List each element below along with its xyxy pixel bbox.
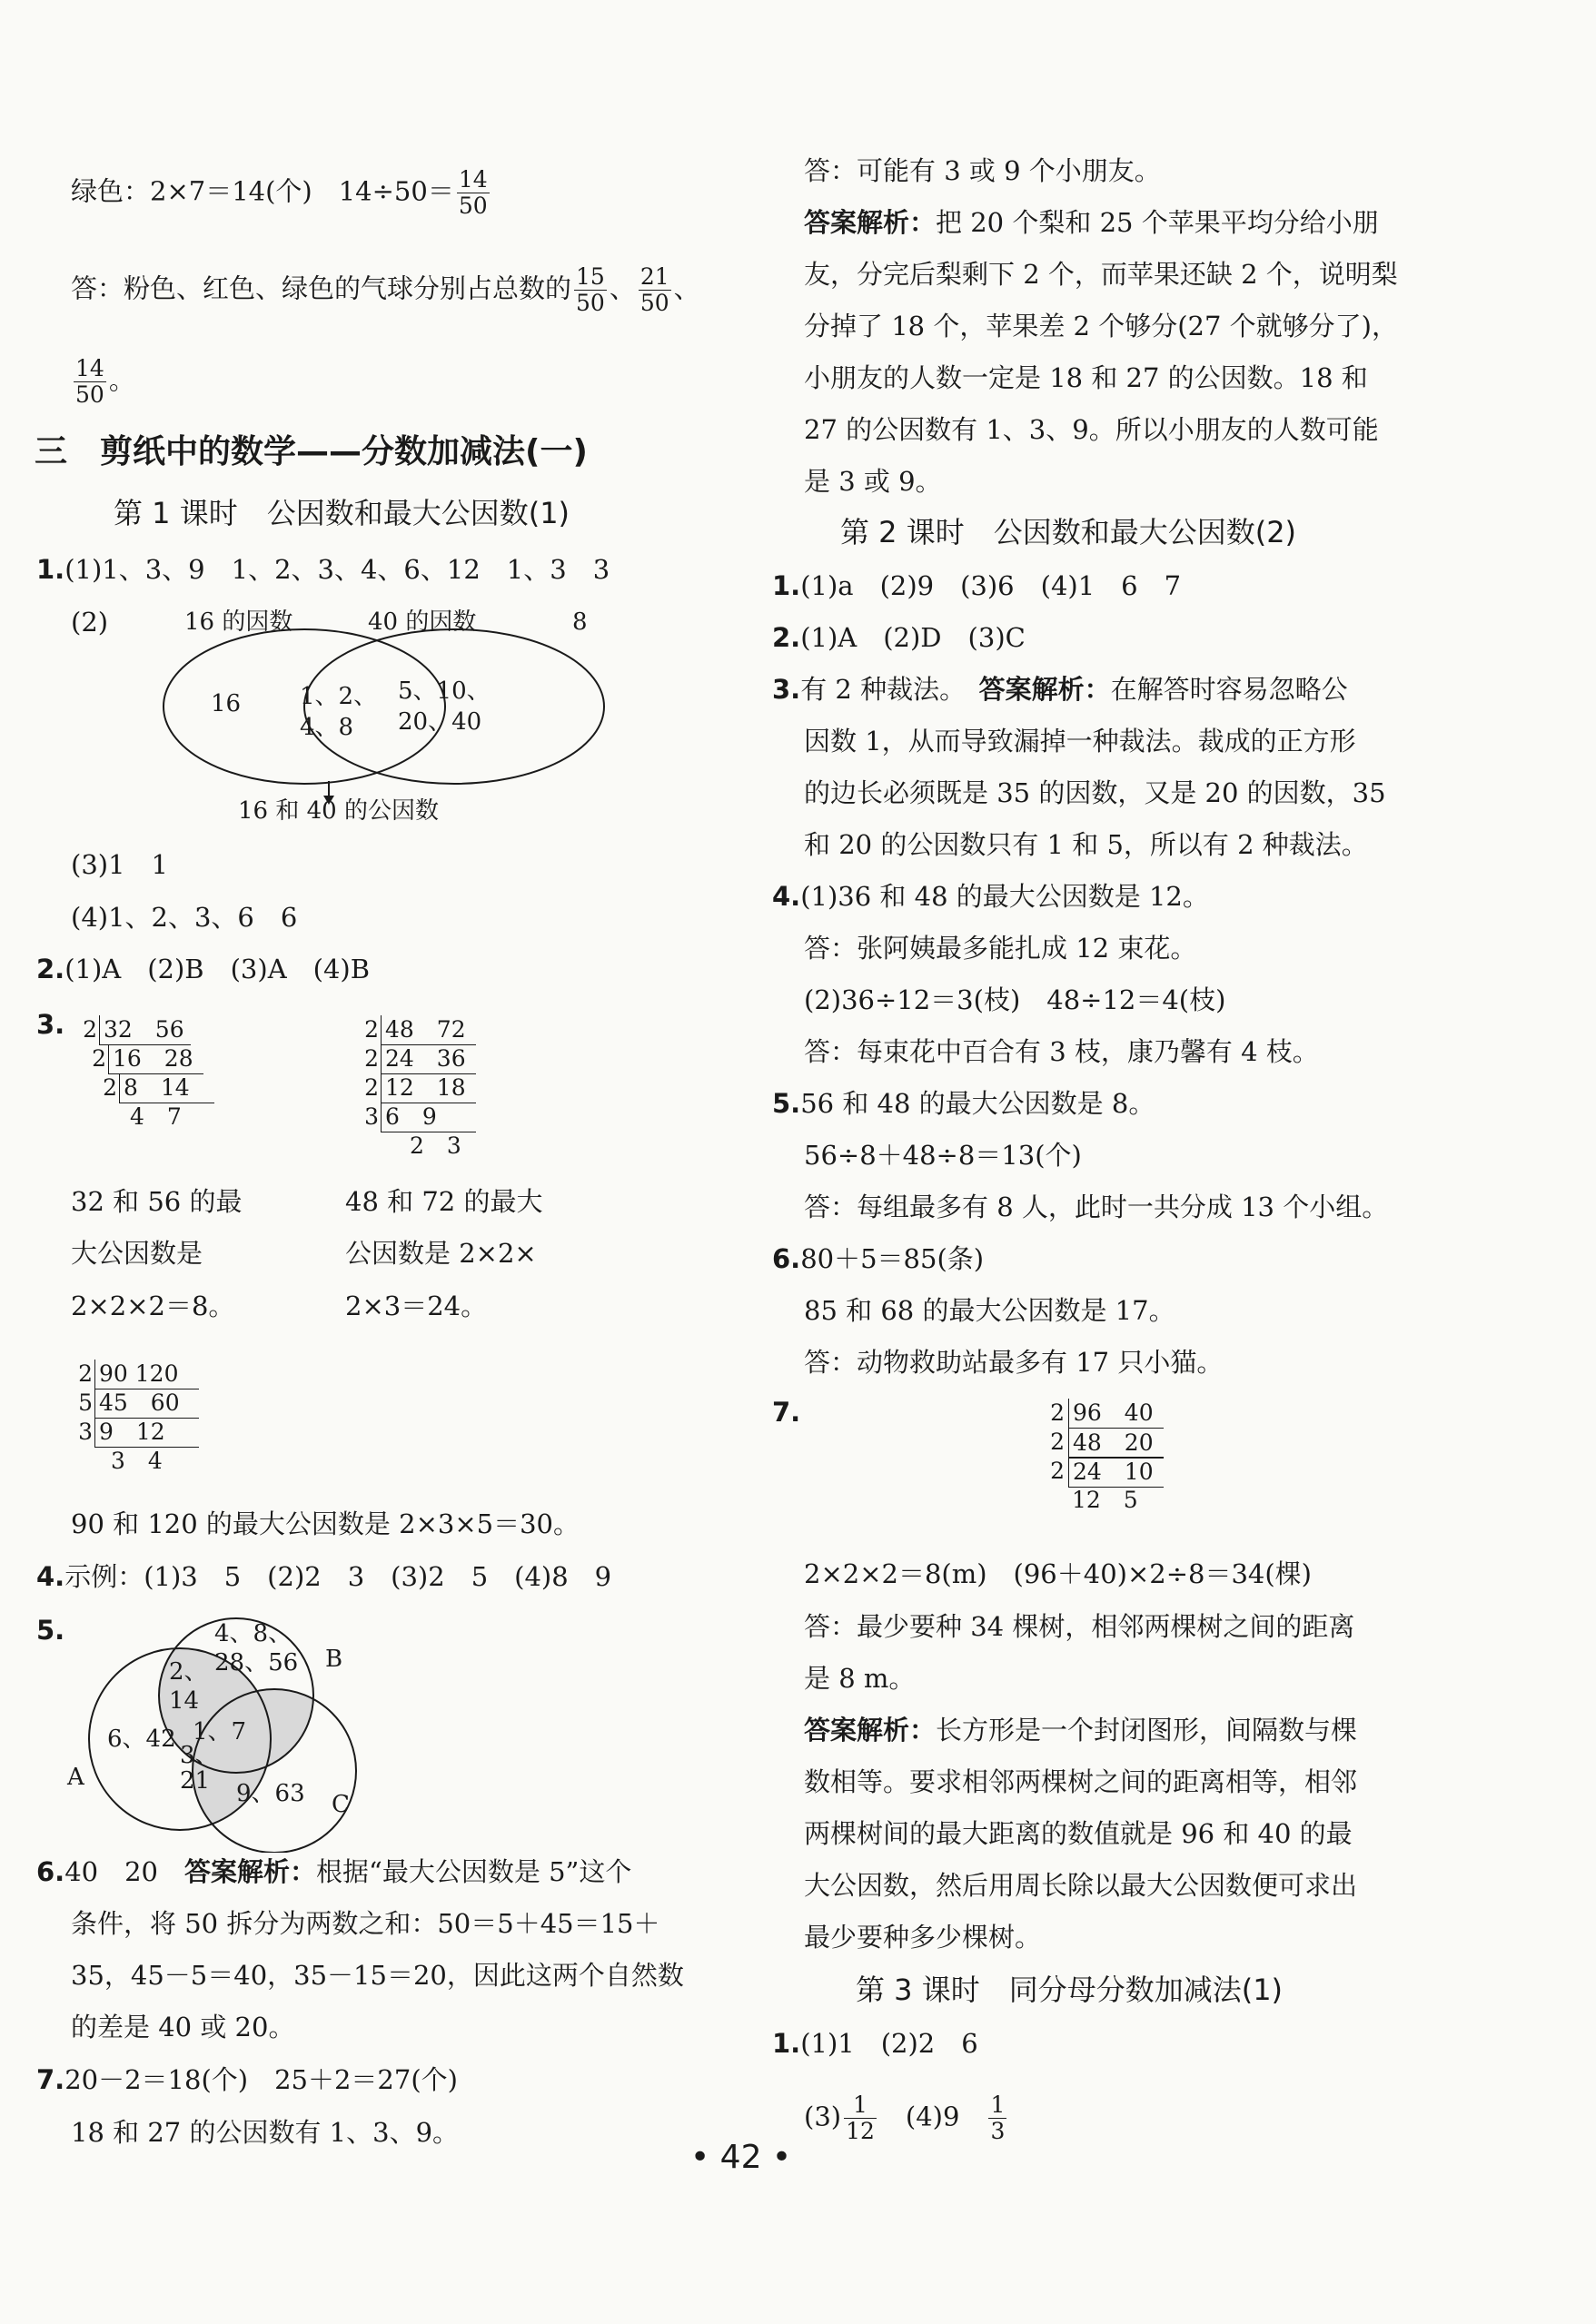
venn1-answer: 8 bbox=[572, 608, 588, 636]
venn1-right-2: 20、40 bbox=[398, 708, 482, 736]
p7-line2: 答：最少要种 34 棵树，相邻两棵树之间的距离 bbox=[804, 1611, 1355, 1642]
p7-number: 7. bbox=[772, 1397, 801, 1428]
p3-line3: 的边长必须既是 35 的因数，又是 20 的因数，35 bbox=[804, 777, 1386, 808]
r-analysis-6: 是 3 或 9。 bbox=[804, 466, 942, 497]
venn2-b-only-1: 4、8、 bbox=[214, 1620, 292, 1647]
sd1-text-2: 大公因数是 bbox=[71, 1238, 203, 1269]
p7-line1: 2×2×2＝8(m) (96＋40)×2÷8＝34(棵) bbox=[804, 1558, 1312, 1589]
p7-analysis-2: 数相等。要求相邻两棵树之间的距离相等，相邻 bbox=[804, 1766, 1358, 1797]
venn2-b-only-2: 28、56 bbox=[214, 1649, 299, 1676]
venn2-c-only: 9、63 bbox=[236, 1780, 305, 1807]
r-analysis-1: 答案解析：把 20 个梨和 25 个苹果平均分给小朋 bbox=[804, 207, 1379, 238]
s1-line1: 1.(1)1 (2)2 6 bbox=[772, 2028, 978, 2059]
sd1-text-3: 2×2×2＝8。 bbox=[71, 1291, 235, 1321]
fraction: $\frac{15}{50}$ bbox=[576, 263, 605, 316]
balloon-answer-line: 答：粉色、红色、绿色的气球分别占总数的 $\frac{15}{50}$ 、 $\frac{21}{50}$ 、 bbox=[71, 263, 700, 316]
q2-line: 2.(1)A (2)B (3)A (4)B bbox=[36, 954, 371, 984]
venn1-caption: 16 和 40 的公因数 bbox=[238, 797, 439, 825]
q7-line1: 7.20－2＝18(个) 25＋2＝27(个) bbox=[36, 2064, 458, 2095]
p3-line1: 3.有 2 种裁法。 答案解析：在解答时容易忽略公 bbox=[772, 674, 1348, 705]
q6-line1: 6.40 20 答案解析：根据“最大公因数是 5”这个 bbox=[36, 1856, 632, 1887]
q6-line3: 35，45－5＝40，35－15＝20，因此这两个自然数 bbox=[71, 1960, 684, 1991]
venn2-ab-1: 2、 bbox=[169, 1658, 208, 1686]
fraction: $\frac{1}{3}$ bbox=[990, 2092, 1006, 2144]
lesson-2-title: 第 2 课时 公因数和最大公因数(2) bbox=[840, 515, 1297, 549]
answer-text: 答：粉色、红色、绿色的气球分别占总数的 bbox=[71, 272, 572, 304]
p4-line4: 答：每束花中百合有 3 枝，康乃馨有 4 枝。 bbox=[804, 1036, 1319, 1067]
venn2-label-c: C bbox=[332, 1791, 350, 1818]
q1-line1: 1.(1)1、3、9 1、2、3、4、6、12 1、3 3 bbox=[36, 554, 610, 585]
sd3-text: 90 和 120 的最大公因数是 2×3×5＝30。 bbox=[71, 1508, 580, 1539]
p3-line4: 和 20 的公因数只有 1 和 5，所以有 2 种裁法。 bbox=[804, 829, 1368, 860]
venn1-right-title: 40 的因数 bbox=[368, 608, 477, 636]
p7-analysis-1: 答案解析：长方形是一个封闭图形，间隔数与棵 bbox=[804, 1715, 1358, 1745]
lesson-1-title: 第 1 课时 公因数和最大公因数(1) bbox=[114, 496, 570, 530]
p1-line: 1.(1)a (2)9 (3)6 (4)1 6 7 bbox=[772, 570, 1182, 601]
q7-line2: 18 和 27 的公因数有 1、3、9。 bbox=[71, 2117, 460, 2148]
venn2-abc: 1、7 bbox=[193, 1718, 247, 1745]
p4-line1: 4.(1)36 和 48 的最大公因数是 12。 bbox=[772, 881, 1209, 912]
q4-line: 4.示例：(1)3 5 (2)2 3 (3)2 5 (4)8 9 bbox=[36, 1561, 612, 1592]
fraction: $\frac{14}{50}$ bbox=[458, 166, 488, 219]
p5-line3: 答：每组最多有 8 人，此时一共分成 13 个小组。 bbox=[804, 1192, 1389, 1222]
r-analysis-3: 分掉了 18 个，苹果差 2 个够分(27 个就够分了)， bbox=[804, 311, 1398, 341]
p4-line3: (2)36÷12＝3(枝) 48÷12＝4(枝) bbox=[804, 984, 1226, 1015]
p7-analysis-5: 最少要种多少棵树。 bbox=[804, 1922, 1042, 1953]
venn2-label-b: B bbox=[325, 1646, 343, 1673]
sd2-text-3: 2×3＝24。 bbox=[345, 1291, 488, 1321]
sd2-text-2: 公因数是 2×2× bbox=[345, 1238, 537, 1269]
p6-line3: 答：动物救助站最多有 17 只小猫。 bbox=[804, 1347, 1224, 1378]
r-answer: 答：可能有 3 或 9 个小朋友。 bbox=[804, 155, 1161, 186]
q1-part2-label: (2) bbox=[71, 607, 109, 638]
green-calc-line bbox=[71, 167, 492, 219]
p3-line2: 因数 1，从而导致漏掉一种裁法。裁成的正方形 bbox=[804, 726, 1356, 757]
s1-line2: (3) $\frac{1}{12}$ (4)9 $\frac{1}{3}$ bbox=[804, 2092, 1006, 2144]
venn2-a-only: 6、42 bbox=[107, 1726, 176, 1753]
q3-number: 3. bbox=[36, 1009, 65, 1040]
q1-part3: (3)1 1 bbox=[71, 849, 168, 880]
lesson-3-title: 第 3 课时 同分母分数加减法(1) bbox=[856, 1973, 1284, 2007]
balloon-answer-cont: $\frac{14}{50}$ 。 bbox=[75, 355, 135, 408]
page-number: • 42 • bbox=[690, 2139, 792, 2176]
p5-line1: 5.56 和 48 的最大公因数是 8。 bbox=[772, 1088, 1155, 1119]
venn2-label-a: A bbox=[67, 1764, 84, 1791]
r-analysis-2: 友，分完后梨剩下 2 个，而苹果还缺 2 个，说明梨 bbox=[804, 259, 1398, 290]
r-analysis-5: 27 的公因数有 1、3、9。所以小朋友的人数可能 bbox=[804, 414, 1379, 445]
p4-line2: 答：张阿姨最多能扎成 12 束花。 bbox=[804, 933, 1197, 964]
venn2-ac-2: 21 bbox=[180, 1767, 211, 1795]
r-analysis-4: 小朋友的人数一定是 18 和 27 的公因数。18 和 bbox=[804, 362, 1368, 393]
q1-part4: (4)1、2、3、6 6 bbox=[71, 902, 298, 933]
sd2-text-1: 48 和 72 的最大 bbox=[345, 1186, 543, 1217]
venn1-center-2: 4、8 bbox=[300, 714, 354, 741]
p5-line2: 56÷8＋48÷8＝13(个) bbox=[804, 1140, 1082, 1171]
p6-line1: 6.80＋5＝85(条) bbox=[772, 1243, 985, 1274]
venn1-left-title: 16 的因数 bbox=[184, 608, 293, 636]
venn1-right-1: 5、10、 bbox=[398, 677, 491, 705]
venn1-left-only: 16 bbox=[211, 690, 242, 717]
p6-line2: 85 和 68 的最大公因数是 17。 bbox=[804, 1295, 1175, 1326]
fraction: $\frac{21}{50}$ bbox=[639, 263, 669, 316]
fraction: $\frac{14}{50}$ bbox=[75, 355, 104, 408]
green-calc-text: 绿色：2×7＝14(个) 14÷50＝ bbox=[71, 175, 454, 207]
q6-line4: 的差是 40 或 20。 bbox=[71, 2012, 295, 2042]
p7-line3: 是 8 m。 bbox=[804, 1663, 916, 1694]
chapter-title: 三 剪纸中的数学——分数加减法(一) bbox=[35, 433, 588, 470]
p2-line: 2.(1)A (2)D (3)C bbox=[772, 622, 1026, 653]
fraction: $\frac{1}{12}$ bbox=[846, 2092, 875, 2144]
sd1-text-1: 32 和 56 的最 bbox=[71, 1186, 243, 1217]
p7-analysis-4: 大公因数，然后用周长除以最大公因数便可求出 bbox=[804, 1870, 1358, 1901]
p7-analysis-3: 两棵树间的最大距离的数值就是 96 和 40 的最 bbox=[804, 1818, 1353, 1849]
venn2-ab-2: 14 bbox=[169, 1687, 200, 1715]
q6-line2: 条件，将 50 拆分为两数之和：50＝5＋45＝15＋ bbox=[71, 1908, 660, 1939]
venn1-center-1: 1、2、 bbox=[300, 683, 378, 710]
venn2-ac-1: 3、 bbox=[180, 1742, 219, 1769]
q5-number: 5. bbox=[36, 1615, 65, 1646]
